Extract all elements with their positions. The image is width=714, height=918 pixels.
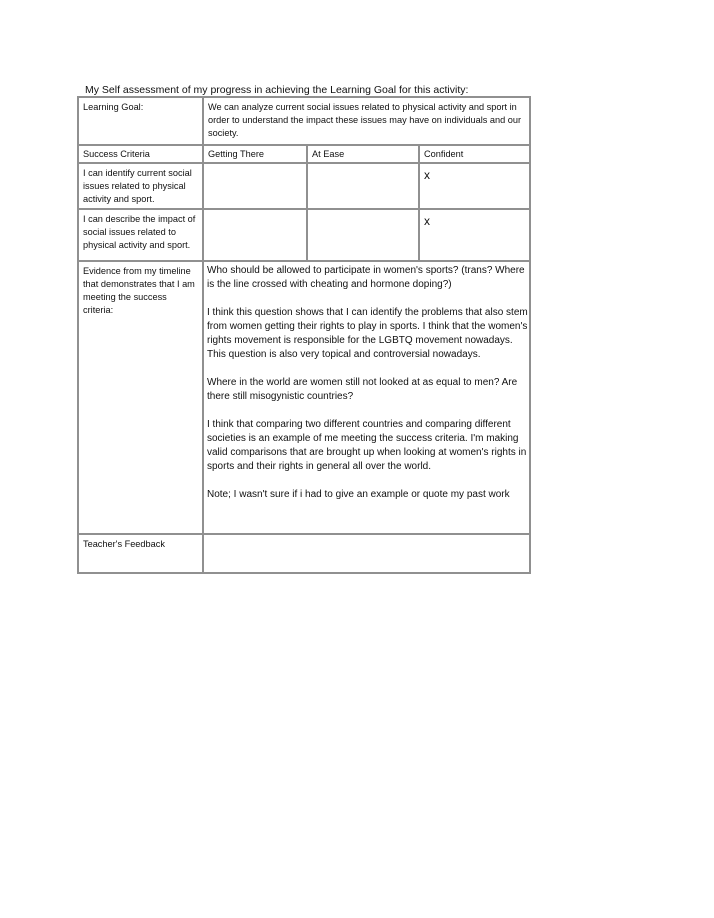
- self-assessment-table: [77, 96, 531, 574]
- getting-there-cell: [204, 210, 306, 260]
- header-at-ease: At Ease: [312, 149, 345, 159]
- evidence-paragraph: I think that comparing two different countries and comparing different societies is an example of me meeting the success criteria. I'm making valid comparisons that are brought up when looking at women's rights in sports and their rights in general all over the world.: [207, 419, 527, 472]
- header-getting-there: Getting There: [208, 149, 265, 159]
- evidence-paragraph: Where in the world are women still not looked at as equal to men? Are there still misogynistic countries?: [207, 377, 518, 402]
- criteria-cell: I can identify current social issues related to physical activity and sport.: [83, 168, 192, 204]
- teacher-feedback-field: [204, 535, 531, 574]
- evidence-paragraph: Who should be allowed to participate in women's sports? (trans? Where is the line crossed with cheating and hormone doping?): [207, 265, 525, 290]
- confident-mark: x: [424, 214, 430, 228]
- at-ease-cell: [308, 210, 418, 260]
- evidence-label: Evidence from my timeline that demonstrates that I am meeting the success criteria:: [83, 266, 195, 315]
- learning-goal-label: Learning Goal:: [83, 102, 144, 112]
- learning-goal-text: We can analyze current social issues related to physical activity and sport in order to understand the impact these issues may have on individuals and our society.: [208, 102, 522, 138]
- header-success-criteria: Success Criteria: [83, 149, 150, 159]
- evidence-paragraph: I think this question shows that I can identify the problems that also stem from women getting their rights to play in sports. I think that the women's rights movement is responsible for the LGBTQ movement nowadays. This question is also very topical and controversial nowadays.: [207, 307, 528, 360]
- criteria-cell: I can describe the impact of social issues related to physical activity and sport.: [83, 214, 196, 250]
- getting-there-cell: [204, 164, 306, 208]
- evidence-content: [204, 262, 531, 533]
- evidence-paragraph: Note; I wasn't sure if i had to give an example or quote my past work: [207, 489, 510, 500]
- page-heading: My Self assessment of my progress in achieving the Learning Goal for this activity:: [85, 84, 469, 96]
- teacher-feedback-label: Teacher's Feedback: [83, 539, 165, 549]
- header-confident: Confident: [424, 149, 464, 159]
- at-ease-cell: [308, 164, 418, 208]
- confident-mark: x: [424, 168, 430, 182]
